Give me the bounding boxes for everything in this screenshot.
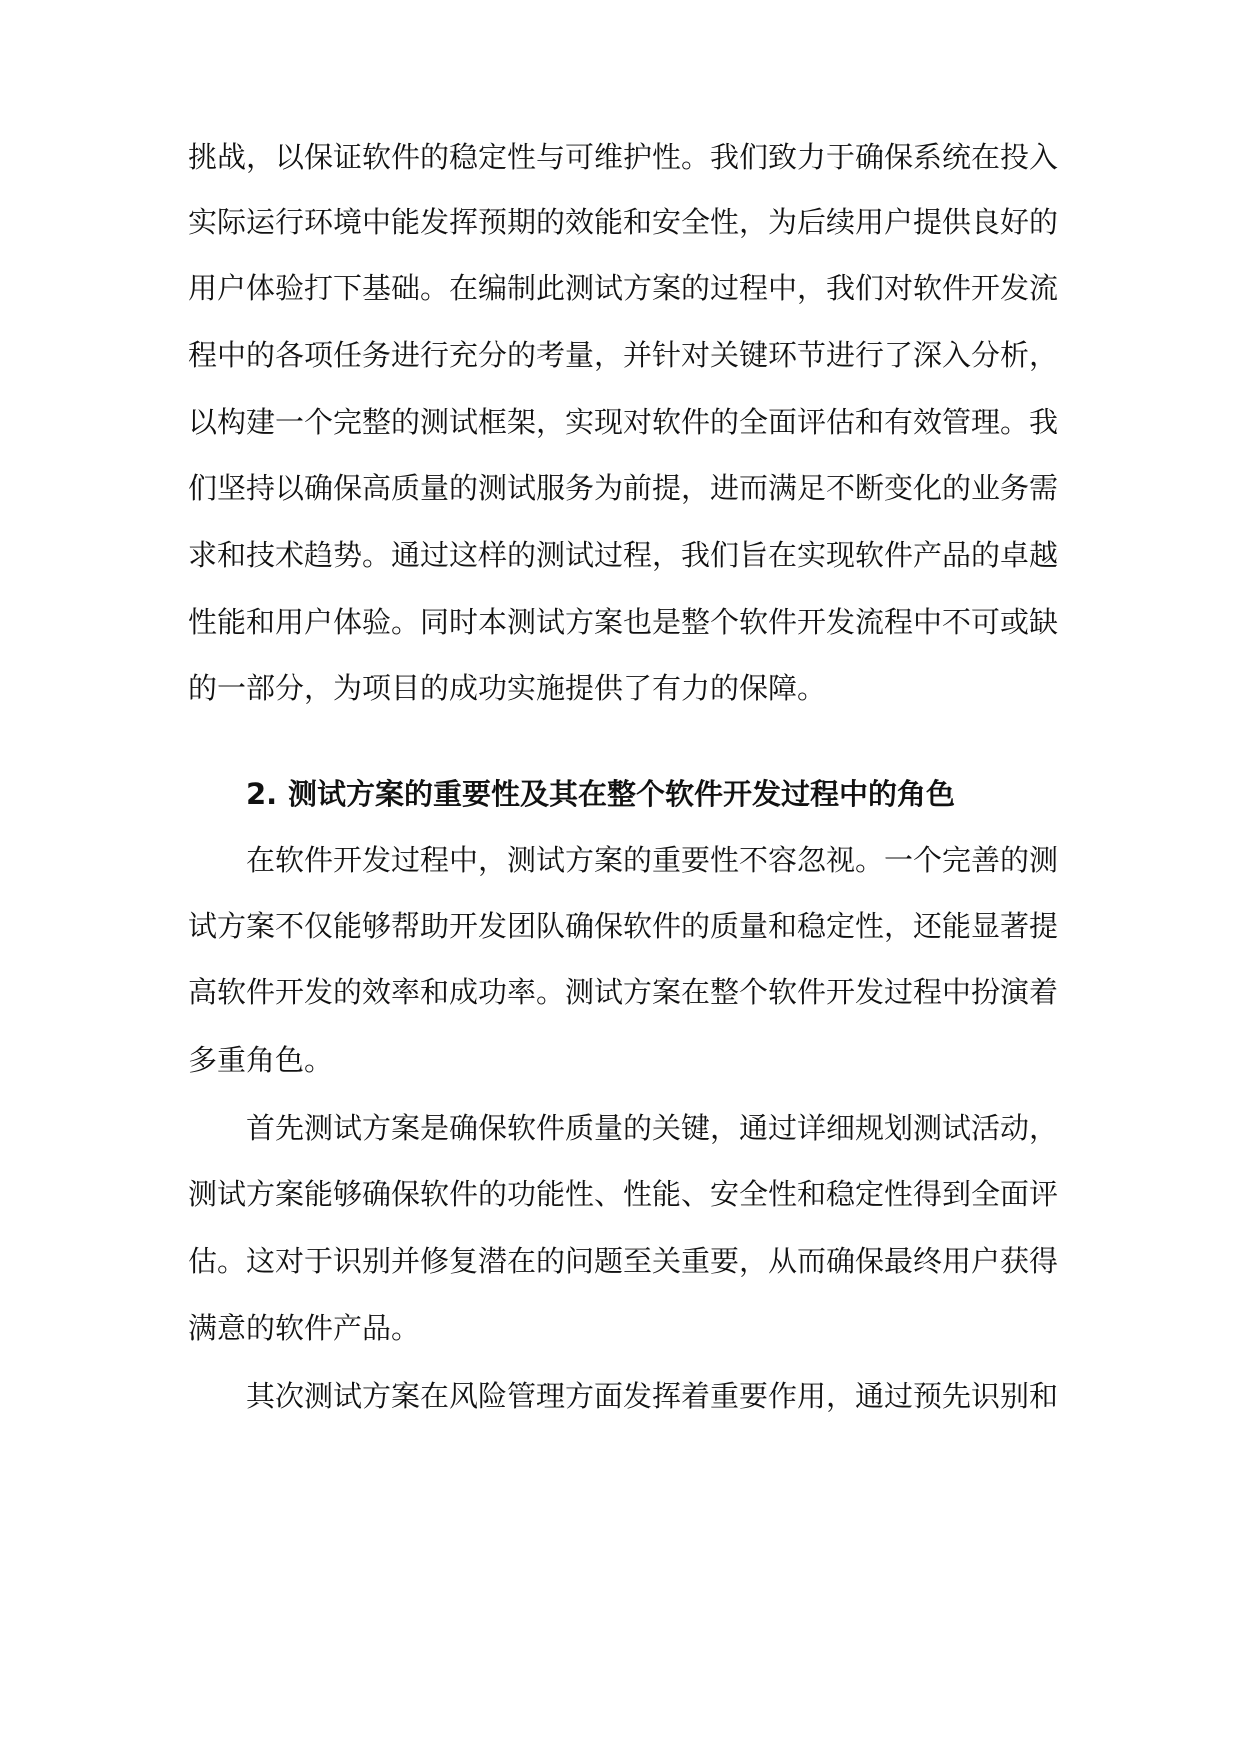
paragraph-line: 多重角色。 xyxy=(188,1043,334,1077)
paragraph-line: 满意的软件产品。 xyxy=(188,1311,421,1345)
paragraph-line: 测试方案能够确保软件的功能性、性能、安全性和稳定性得到全面评 xyxy=(188,1177,1059,1211)
paragraph-line: 首先测试方案是确保软件质量的关键，通过详细规划测试活动， xyxy=(246,1111,1059,1145)
paragraph-line: 们坚持以确保高质量的测试服务为前提，进而满足不断变化的业务需 xyxy=(188,471,1059,505)
paragraph-line: 性能和用户体验。同时本测试方案也是整个软件开发流程中不可或缺 xyxy=(188,605,1059,639)
paragraph-line: 估。这对于识别并修复潜在的问题至关重要，从而确保最终用户获得 xyxy=(188,1244,1059,1278)
paragraph-line: 程中的各项任务进行充分的考量，并针对关键环节进行了深入分析， xyxy=(188,338,1059,372)
section-number: 2. xyxy=(246,777,278,811)
paragraph-line: 挑战，以保证软件的稳定性与可维护性。我们致力于确保系统在投入 xyxy=(188,140,1059,174)
paragraph-line: 试方案不仅能够帮助开发团队确保软件的质量和稳定性，还能显著提 xyxy=(188,909,1059,943)
paragraph-line: 其次测试方案在风险管理方面发挥着重要作用，通过预先识别和 xyxy=(246,1379,1059,1413)
paragraph-line: 的一部分，为项目的成功实施提供了有力的保障。 xyxy=(188,671,827,705)
paragraph-line: 实际运行环境中能发挥预期的效能和安全性，为后续用户提供良好的 xyxy=(188,205,1059,239)
section-title: 测试方案的重要性及其在整个软件开发过程中的角色 xyxy=(288,777,956,811)
paragraph-line: 高软件开发的效率和成功率。测试方案在整个软件开发过程中扮演着 xyxy=(188,975,1059,1009)
paragraph-line: 以构建一个完整的测试框架，实现对软件的全面评估和有效管理。我 xyxy=(188,405,1059,439)
paragraph-line: 用户体验打下基础。在编制此测试方案的过程中，我们对软件开发流 xyxy=(188,271,1059,305)
paragraph-line: 在软件开发过程中，测试方案的重要性不容忽视。一个完善的测 xyxy=(246,843,1059,877)
section-heading xyxy=(246,774,1048,814)
paragraph-line: 求和技术趋势。通过这样的测试过程，我们旨在实现软件产品的卓越 xyxy=(188,538,1059,572)
